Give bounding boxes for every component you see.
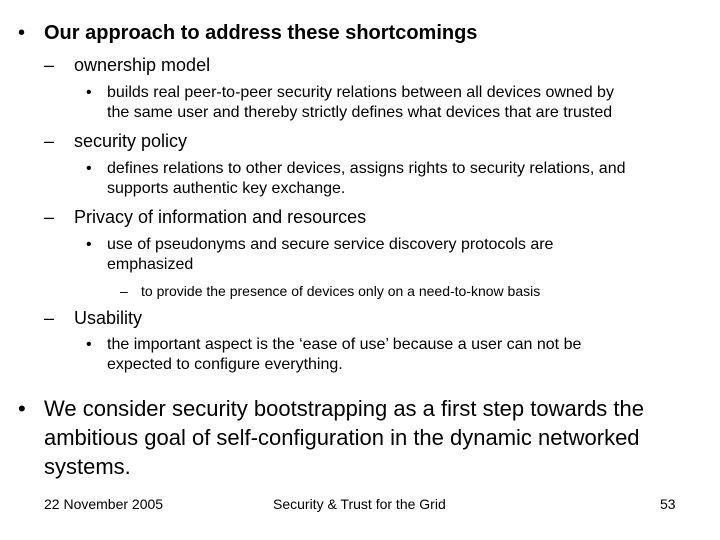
slide-heading: Our approach to address these shortcomings — [44, 22, 478, 44]
bullet-dot: • — [86, 236, 92, 253]
dash-marker: – — [44, 131, 55, 151]
footer-title: Security & Trust for the Grid — [273, 496, 446, 512]
bullet-dot: • — [18, 22, 26, 44]
dash-marker: – — [44, 207, 55, 227]
ownership-model-title: ownership model — [74, 55, 211, 75]
privacy-title: Privacy of information and resources — [74, 207, 367, 227]
usability-title: Usability — [74, 308, 143, 328]
usability-text-2: expected to configure everything. — [107, 356, 343, 373]
bullet-dot: • — [86, 84, 92, 101]
privacy-text-2: emphasized — [107, 256, 194, 273]
security-policy-text-1: defines relations to other devices, assigns rights to security relations, and — [107, 160, 626, 177]
security-policy-title: security policy — [74, 131, 188, 151]
conclusion-text-2: ambitious goal of self-configuration in the dynamic networked — [44, 425, 640, 450]
privacy-text-1: use of pseudonyms and secure service discovery protocols are — [107, 236, 554, 253]
usability-text-1: the important aspect is the ‘ease of use’ because a user can not be — [107, 336, 582, 353]
conclusion-text-3: systems. — [44, 454, 131, 479]
dash-marker: – — [120, 283, 128, 299]
dash-marker: – — [44, 55, 55, 75]
bullet-dot: • — [86, 160, 92, 177]
bullet-dot: • — [18, 396, 26, 421]
bullet-dot: • — [86, 336, 92, 353]
footer-page-number: 53 — [660, 496, 676, 512]
privacy-subpoint: to provide the presence of devices only on a need-to-know basis — [141, 283, 541, 299]
security-policy-text-2: supports authentic key exchange. — [107, 180, 346, 197]
ownership-model-text-2: the same user and thereby strictly defines what devices that are trusted — [107, 104, 613, 121]
ownership-model-text-1: builds real peer-to-peer security relations between all devices owned by — [107, 84, 614, 101]
footer-date: 22 November 2005 — [44, 496, 164, 512]
conclusion-text-1: We consider security bootstrapping as a first step towards the — [44, 396, 644, 421]
dash-marker: – — [44, 308, 55, 328]
